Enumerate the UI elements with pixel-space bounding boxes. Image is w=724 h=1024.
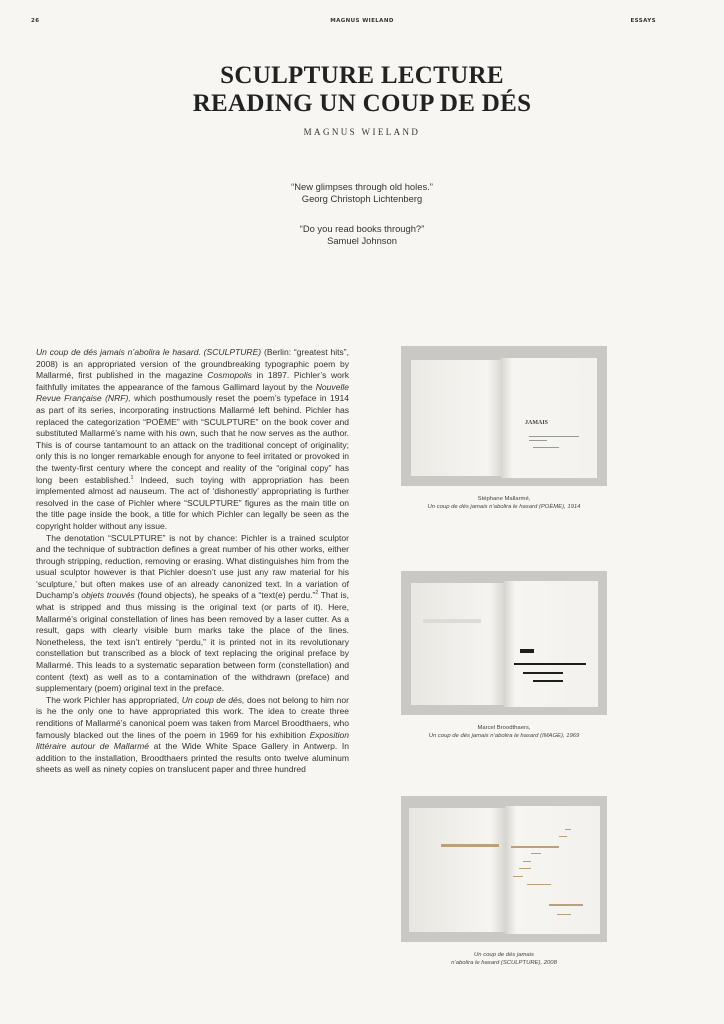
italic-text: Un coup de dés, (181, 694, 245, 705)
footnote-ref: 2 (315, 590, 319, 597)
cut-line (531, 853, 541, 854)
book-right-page (505, 806, 600, 934)
epigraph-source: Georg Christoph Lichtenberg (301, 193, 423, 204)
caption-line: Un coup de dés jamais n’abolira le hasard (POÈME), 1914 (427, 504, 581, 511)
text-span: The denotation “SCULPTURE” is not by chance: Pichler is a trained sculptor and the technique of subtraction defines a great number of his other works, either through stripping, reduction, removing or erasing. What distinguishes him from the usual sculptor however is that Pichler doesn’t use just any raw material for his ‘sculpture,’ but often makes use of an already canonized text. In a variation of Duchamp’s (36, 532, 349, 601)
book-right-page (504, 581, 598, 707)
italic-text: Exposition littéraire autour de Mallarmé (36, 729, 349, 752)
figure-caption (401, 495, 607, 511)
epigraph-quote: “Do you read books through?” (299, 223, 425, 234)
black-bar (523, 672, 563, 674)
article-body (36, 347, 349, 776)
paragraph (36, 533, 349, 695)
text-span: (found objects), he speaks of a “text(e) perdu.” (137, 590, 316, 601)
cut-line (523, 861, 531, 862)
book-left-page (409, 808, 505, 932)
book-photo (401, 346, 607, 486)
text-span: in 1897. Pichler’s work faithfully imitates the appearance of the famous Gallimard layout by the (36, 370, 350, 392)
epigraph (0, 223, 724, 247)
page-word-jamais: JAMAIS (525, 420, 549, 426)
cut-line (565, 829, 571, 830)
figure-broodthaers (401, 571, 607, 740)
book-photo (401, 796, 607, 942)
caption-line: Stéphane Mallarmé, (477, 496, 531, 502)
text-span: That is, what is stripped and thus missing is the original text (or parts of it). Here, Mallarmé’s original constellation of lines has been removed by a laser cutter. As a result, gaps with clearly visible burn marks take the place of the lines. Nonetheless, the text isn’t entirely “perdu,” it is printed not in its revolutionary constellation but transcribed as a block of text replacing the original preface by Mallarmé. This leads to a systematic separation between form (constellation) and content (text) as well as to a contamination of the withdrawn (preface) and supplementary (poem) original text in the preface. (36, 590, 350, 694)
figure-pichler (401, 796, 607, 967)
black-bar (514, 663, 586, 665)
caption-line: Un coup de dés jamais (474, 952, 534, 958)
book-left-page (411, 583, 504, 705)
footnote-ref: 1 (130, 474, 134, 481)
italic-text: objets trouvés (81, 590, 135, 601)
cut-line (441, 844, 499, 847)
italic-text: Un coup de dés jamais n’abolira le hasard. (SCULPTURE) (36, 347, 262, 357)
epigraph-source: Samuel Johnson (327, 235, 397, 246)
cut-line (527, 884, 551, 885)
header-author: MAGNUS WIELAND (330, 18, 394, 24)
text-span: at the Wide White Space Gallery in Antwerp. In addition to the installation, Broodthaers printed the results onto twelve aluminum sheets as well as ninety copies on translucent paper and three hundred (36, 741, 349, 775)
paragraph (36, 695, 349, 776)
cut-line (559, 836, 567, 837)
cut-line (549, 904, 583, 906)
page-number: 26 (31, 18, 40, 24)
book-left-page (411, 360, 501, 476)
book-photo (401, 571, 607, 715)
caption-line: Marcel Broodthaers, (477, 725, 531, 731)
faded-bar (423, 619, 481, 623)
title-line-2: READING UN COUP DE DÉS (192, 90, 532, 117)
italic-text: Nouvelle Revue Française (NRF), (36, 381, 350, 404)
black-bar (520, 649, 534, 653)
page-text-line (529, 436, 579, 437)
figure-caption (401, 724, 607, 740)
header-section: ESSAYS (630, 18, 656, 24)
text-span: Indeed, such toying with appropriation has been implemented almost ad nauseum. The act of ‘dishonestly’ appropriating is further resolved in the case of Pichler where “SCULPTURE” figures as the main title on the title page inside the book, a title for which Pichler can legally be seen as the copyright holder without any issue. (36, 474, 349, 531)
byline: MAGNUS WIELAND (303, 127, 421, 137)
paragraph (36, 347, 349, 533)
epigraph-quote: “New glimpses through old holes.” (291, 181, 433, 192)
black-bar (533, 680, 563, 682)
figure-caption (401, 951, 607, 967)
caption-line: n’abolira le hasard (SCULPTURE), 2008 (451, 960, 557, 967)
text-span: (Berlin: “greatest hits”, 2008) is an appropriated version of the groundbreaking typographic poem by Mallarmé, first published in the magazine (36, 347, 350, 381)
epigraph (0, 181, 724, 205)
cut-line (511, 846, 559, 848)
title-line-1: SCULPTURE LECTURE (220, 62, 504, 89)
page-text-line (529, 440, 547, 441)
figure-mallarme (401, 346, 607, 511)
page-text-line (533, 447, 559, 448)
cut-line (557, 914, 571, 915)
italic-text: Cosmopolis (207, 370, 252, 381)
text-span: which posthumously reset the poem’s typeface in 1914 as part of its series, incorporating instructions Mallarmé left behind. Pichler has replaced the categorization “POÈME” with “SCULPTURE” on the book cover and substituted Mallarmé’s name with his own, such that he now serves as the author. This is of course tantamount to an attack on the traditional concept of originality; only this is no longer remarkable enough for anyone to feel irritated or provoked in the twenty-first century where the concept and reality of the “original copy” has long been established. (36, 393, 350, 485)
article-title (0, 62, 724, 118)
caption-line: Un coup de dés jamais n’abolira le hasard (IMAGE), 1969 (428, 733, 580, 740)
text-span: The work Pichler has appropriated, (46, 694, 180, 705)
book-right-page (501, 358, 597, 478)
cut-line (513, 876, 523, 877)
text-span: does not belong to him nor is he the only one to have appropriated this work. The idea to create three renditions of Mallarmé’s canonical poem was taken from Marcel Broodthaers, who famously blacked out the lines of the poem in 1969 for his exhibition (36, 694, 350, 740)
running-header (0, 18, 724, 30)
cut-line (519, 868, 531, 869)
